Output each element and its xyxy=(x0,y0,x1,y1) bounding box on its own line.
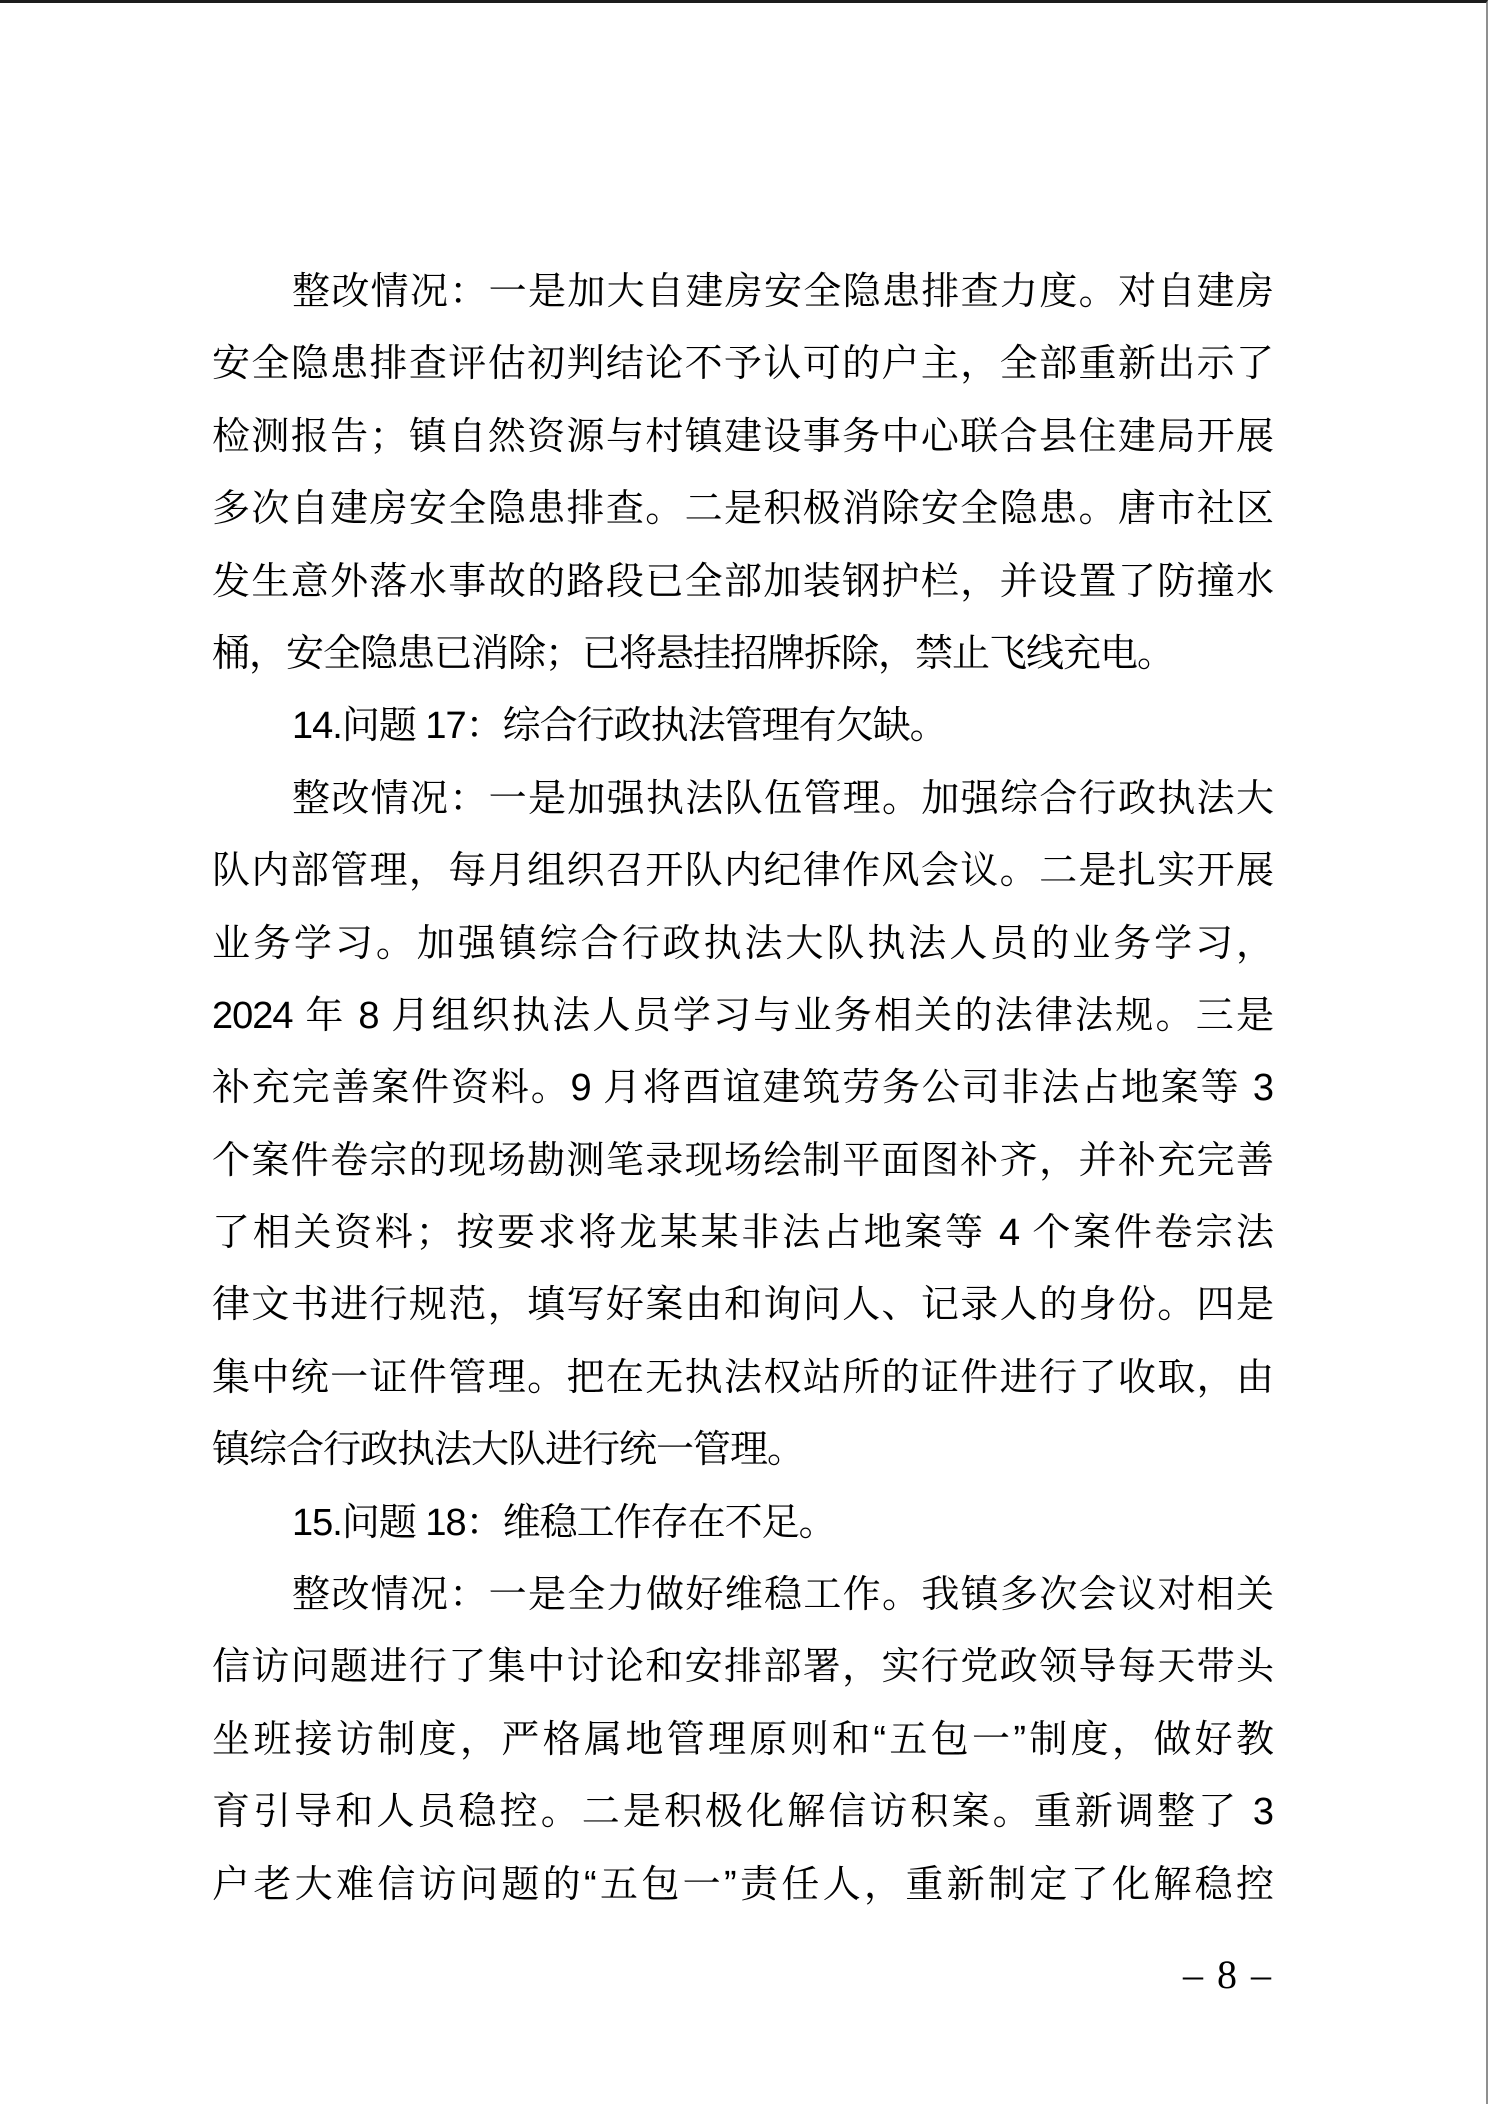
paragraph xyxy=(212,1559,1273,1921)
text-line: 安全隐患排查评估初判结论不予认可的户主，全部重新出示了 xyxy=(212,343,1273,386)
text-line: 发生意外落水事故的路段已全部加装钢护栏，并设置了防撞水 xyxy=(212,560,1273,603)
text-line: 了相关资料；按要求将龙某某非法占地案等 4 个案件卷宗法 xyxy=(212,1212,1273,1255)
text-line: 2024 年 8 月组织执法人员学习与业务相关的法律法规。三是 xyxy=(212,994,1273,1037)
page-number: – 8 – xyxy=(1183,1952,1273,1997)
text-line: 多次自建房安全隐患排查。二是积极消除安全隐患。唐市社区 xyxy=(212,488,1273,531)
text-line: 整改情况：一是加强执法队伍管理。加强综合行政执法大 xyxy=(292,777,1273,820)
text-line: 业务学习。加强镇综合行政执法大队执法人员的业务学习， xyxy=(212,922,1273,965)
text-line: 个案件卷宗的现场勘测笔录现场绘制平面图补齐，并补充完善 xyxy=(212,1139,1273,1182)
text-line: 检测报告；镇自然资源与村镇建设事务中心联合县住建局开展 xyxy=(212,415,1273,458)
text-line: 信访问题进行了集中讨论和安排部署，实行党政领导每天带头 xyxy=(212,1646,1273,1689)
text-line: 坐班接访制度，严格属地管理原则和“五包一”制度，做好教 xyxy=(212,1718,1273,1761)
paragraph xyxy=(212,256,1273,690)
text-line: 律文书进行规范，填写好案由和询问人、记录人的身份。四是 xyxy=(212,1284,1273,1327)
text-line: 15.问题 18：维稳工作存在不足。 xyxy=(292,1501,836,1544)
text-line: 桶，安全隐患已消除；已将悬挂招牌拆除，禁止飞线充电。 xyxy=(212,632,1175,675)
paragraph xyxy=(212,1487,1273,1559)
text-line: 14.问题 17：综合行政执法管理有欠缺。 xyxy=(292,705,947,748)
text-line: 整改情况：一是全力做好维稳工作。我镇多次会议对相关 xyxy=(292,1574,1273,1617)
paragraph xyxy=(212,690,1273,762)
text-line: 户老大难信访问题的“五包一”责任人，重新制定了化解稳控 xyxy=(212,1863,1273,1906)
text-line: 集中统一证件管理。把在无执法权站所的证件进行了收取，由 xyxy=(212,1356,1273,1399)
document-body xyxy=(212,256,1273,1921)
text-line: 镇综合行政执法大队进行统一管理。 xyxy=(212,1429,805,1472)
text-line: 补充完善案件资料。9 月将酉谊建筑劳务公司非法占地案等 3 xyxy=(212,1067,1273,1110)
text-line: 育引导和人员稳控。二是积极化解信访积案。重新调整了 3 xyxy=(212,1791,1273,1834)
text-line: 整改情况：一是加大自建房安全隐患排查力度。对自建房 xyxy=(292,271,1273,313)
paragraph xyxy=(212,763,1273,1487)
text-line: 队内部管理，每月组织召开队内纪律作风会议。二是扎实开展 xyxy=(212,850,1273,893)
